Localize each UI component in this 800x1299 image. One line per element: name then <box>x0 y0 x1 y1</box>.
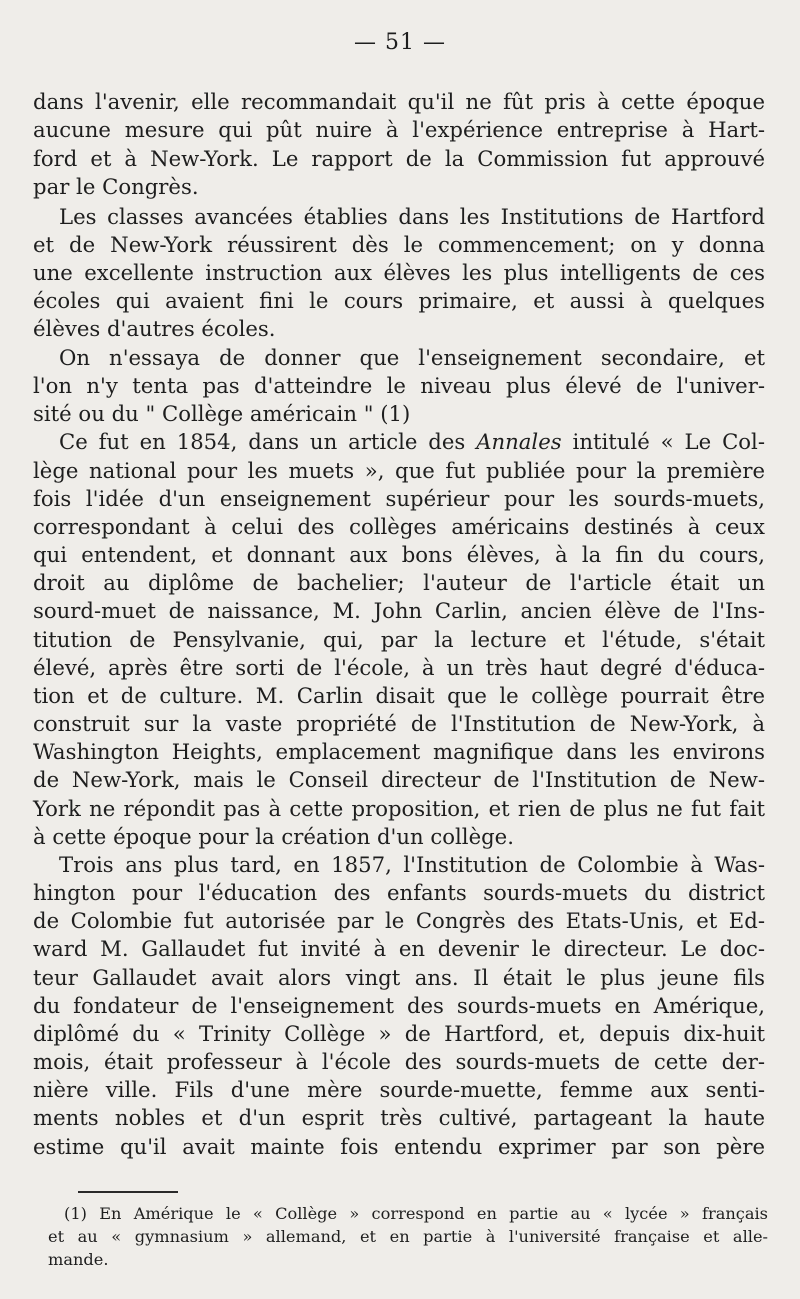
text-line: correspondant à celui des collèges américains destinés à ceux <box>33 514 765 539</box>
text-line: dans l'avenir, elle recommandait qu'il ne fût pris à cette époque <box>33 89 765 114</box>
text-line: ford et à New-York. Le rapport de la Commission fut approuvé <box>33 146 765 171</box>
text-line: du fondateur de l'enseignement des sourds-muets en Amérique, <box>33 993 765 1018</box>
text-span: Ce fut en 1854, dans un article des <box>59 429 477 454</box>
footnote-line: et au « gymnasium » allemand, et en partie à l'université française et alle- <box>48 1227 768 1246</box>
text-line: On n'essaya de donner que l'enseignement secondaire, et <box>59 345 765 370</box>
page-number: — 51 — <box>354 30 446 55</box>
text-line: qui entendent, et donnant aux bons élèves, à la fin du cours, <box>33 542 765 567</box>
text-line: une excellente instruction aux élèves les plus intelligents de ces <box>33 260 765 285</box>
text-line: à cette époque pour la création d'un collège. <box>33 824 514 849</box>
text-line: estime qu'il avait mainte fois entendu exprimer par son père <box>33 1134 765 1159</box>
text-line: Les classes avancées établies dans les Institutions de Hartford <box>59 204 765 229</box>
text-line: droit au diplôme de bachelier; l'auteur de l'article était un <box>33 570 765 595</box>
text-line: Washington Heights, emplacement magnifique dans les environs <box>33 739 765 764</box>
text-line: l'on n'y tenta pas d'atteindre le niveau plus élevé de l'univer- <box>33 373 765 398</box>
text-line: aucune mesure qui pût nuire à l'expérience entreprise à Hart- <box>33 117 765 142</box>
text-line: titution de Pensylvanie, qui, par la lecture et l'étude, s'était <box>33 627 765 652</box>
journal-title: Annales <box>476 429 562 454</box>
text-line: de New-York, mais le Conseil directeur de l'Institution de New- <box>33 767 765 792</box>
text-line: ward M. Gallaudet fut invité à en devenir le directeur. Le doc- <box>33 936 765 961</box>
text-line: hington pour l'éducation des enfants sourds-muets du district <box>33 880 765 905</box>
text-line: sité ou du " Collège américain " (1) <box>33 401 411 426</box>
text-line: construit sur la vaste propriété de l'Institution de New-York, à <box>33 711 765 736</box>
footnote-divider <box>78 1191 178 1193</box>
text-line: élèves d'autres écoles. <box>33 316 276 341</box>
text-line: diplômé du « Trinity Collège » de Hartford, et, depuis dix-huit <box>33 1021 765 1046</box>
text-line: tion et de culture. M. Carlin disait que le collège pourrait être <box>33 683 765 708</box>
text-line: lège national pour les muets », que fut publiée pour la première <box>33 458 765 483</box>
text-line: sourd-muet de naissance, M. John Carlin, ancien élève de l'Ins- <box>33 598 765 623</box>
text-line: Trois ans plus tard, en 1857, l'Institution de Colombie à Was- <box>59 852 765 877</box>
footnote-line: mande. <box>48 1250 109 1269</box>
text-line: ments nobles et d'un esprit très cultivé, partageant la haute <box>33 1105 765 1130</box>
text-line: élevé, après être sorti de l'école, à un très haut degré d'éduca- <box>33 655 765 680</box>
text-line: et de New-York réussirent dès le commencement; on y donna <box>33 232 765 257</box>
text-line: nière ville. Fils d'une mère sourde-muette, femme aux senti- <box>33 1077 765 1102</box>
text-line: par le Congrès. <box>33 174 199 199</box>
text-line <box>59 428 765 456</box>
footnote-line: (1) En Amérique le « Collège » correspond en partie au « lycée » français <box>64 1204 768 1223</box>
text-span: intitulé « Le Col- <box>561 429 765 454</box>
text-line: fois l'idée d'un enseignement supérieur pour les sourds-muets, <box>33 486 765 511</box>
text-line: de Colombie fut autorisée par le Congrès des Etats-Unis, et Ed- <box>33 908 765 933</box>
text-line: teur Gallaudet avait alors vingt ans. Il était le plus jeune fils <box>33 965 765 990</box>
text-line: écoles qui avaient fini le cours primaire, et aussi à quelques <box>33 288 765 313</box>
text-line: mois, était professeur à l'école des sourds-muets de cette der- <box>33 1049 765 1074</box>
text-line: York ne répondit pas à cette proposition, et rien de plus ne fut fait <box>33 796 765 821</box>
